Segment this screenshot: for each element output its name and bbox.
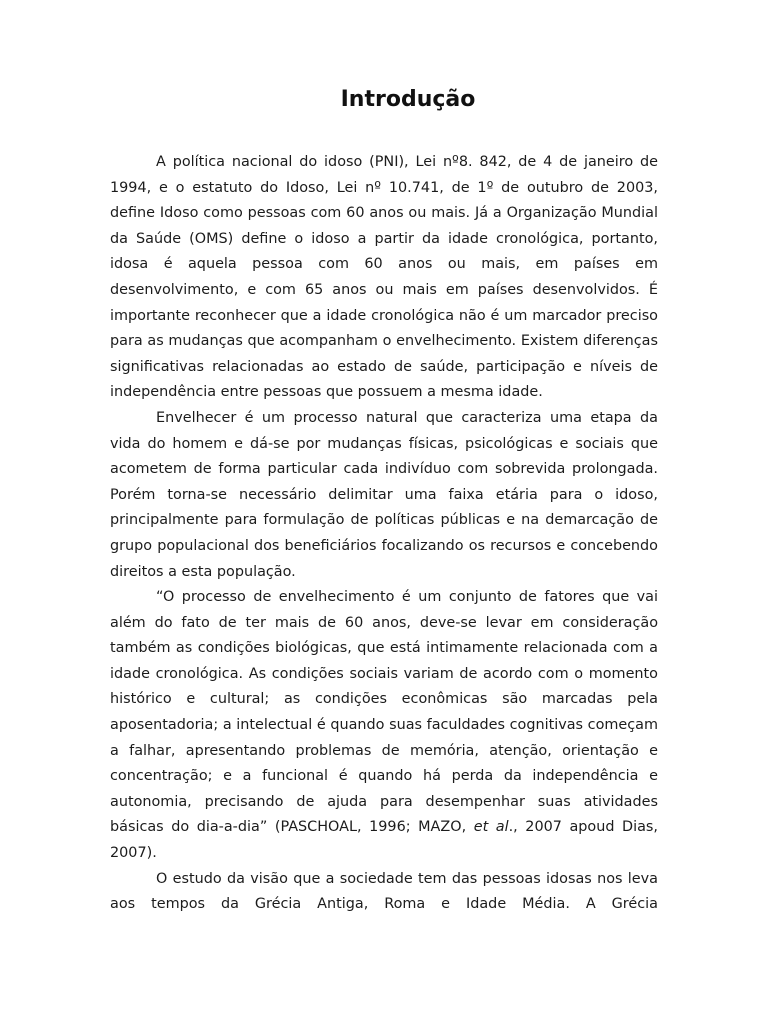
document-body — [110, 150, 658, 918]
paragraph-2-text: Envelhecer é um processo natural que caracteriza uma etapa da vida do homem e dá-se por mudanças físicas, psicológicas e sociais que acometem de forma particular cada indivíduo com sobrevida prolongada. Porém torna-se necessário delimitar uma faixa etária para o idoso, principalmente para formulação de políticas públicas e na demarcação de grupo populacional dos beneficiários focalizando os recursos e concebendo direitos a esta população. — [110, 409, 658, 580]
paragraph-1 — [110, 150, 658, 406]
paragraph-1-text: A política nacional do idoso (PNI), Lei nº8. 842, de 4 de janeiro de 1994, e o estatuto do Idoso, Lei nº 10.741, de 1º de outubro de 2003, define Idoso como pessoas com 60 anos ou mais. Já a Organização Mundial da Saúde (OMS) define o idoso a partir da idade cronológica, portanto, idosa é aquela pessoa com 60 anos ou mais, em países em desenvolvimento, e com 65 anos ou mais em países desenvolvidos. É importante reconhecer que a idade cronológica não é um marcador preciso para as mudanças que acompanham o envelhecimento. Existem diferenças significativas relacionadas ao estado de saúde, participação e níveis de independência entre pessoas que possuem a mesma idade. — [110, 154, 658, 401]
paragraph-3-quote — [110, 585, 658, 867]
paragraph-4-text: O estudo da visão que a sociedade tem das pessoas idosas nos leva aos tempos da Grécia Antiga, Roma e Idade Média. A Grécia — [110, 870, 658, 913]
paragraph-4 — [110, 867, 658, 918]
paragraph-3-citation-tail: ., 2007 apoud Dias, 2007). — [110, 819, 659, 862]
paragraph-2 — [110, 406, 658, 585]
paragraph-3-italic-et-al: et al — [473, 819, 509, 836]
paragraph-3-text: “O processo de envelhecimento é um conjunto de fatores que vai além do fato de ter mais de 60 anos, deve-se levar em consideração também as condições biológicas, que está intimamente relacionada com a idade cronológica. As condições sociais variam de acordo com o momento histórico e cultural; as condições econômicas são marcadas pela aposentadoria; a intelectual é quando suas faculdades cognitivas começam a falhar, apresentando problemas de memória, atenção, orientação e concentração; e a funcional é quando há perda da independência e autonomia, precisando de ajuda para desempenhar suas atividades básicas do dia-a-dia” (PASCHOAL, 1996; MAZO, — [110, 589, 658, 836]
page-title: Introdução — [340, 87, 476, 112]
